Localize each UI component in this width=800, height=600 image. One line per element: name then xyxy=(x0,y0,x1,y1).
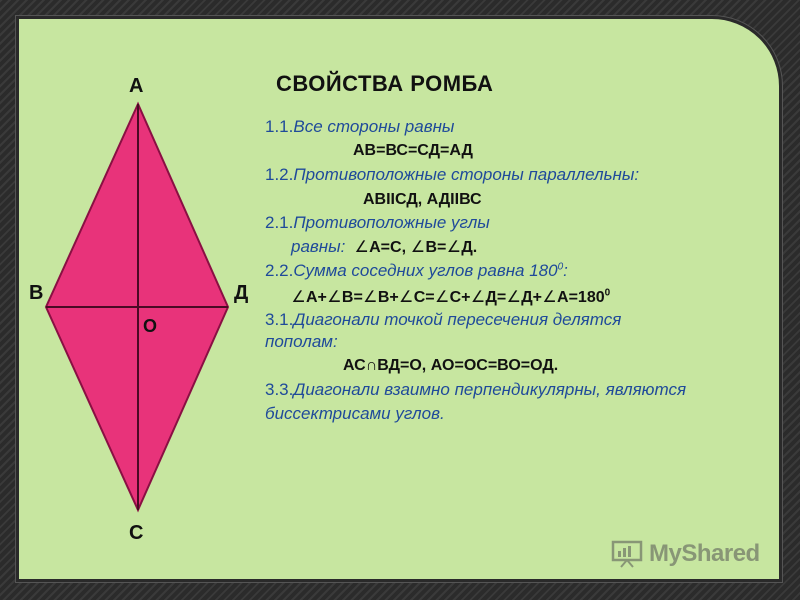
degree-superscript: 0 xyxy=(604,287,611,299)
formula-term: С+ xyxy=(449,289,471,306)
angle-icon: ∠ xyxy=(399,289,414,306)
angle-icon: ∠ xyxy=(354,239,369,256)
angle-icon: ∠ xyxy=(446,239,462,256)
property-1-1 xyxy=(265,117,454,137)
degree-superscript: 0 xyxy=(557,261,564,273)
property-text: Противоположные стороны параллельны: xyxy=(293,165,640,184)
property-2-2 xyxy=(265,261,568,281)
angle-icon: ∠ xyxy=(470,289,486,306)
angle-icon: ∠ xyxy=(410,239,426,256)
vertex-c-label: С xyxy=(129,522,144,544)
property-text: Противоположные углы xyxy=(293,213,490,232)
formula-term: В= xyxy=(341,289,363,306)
property-number: 1.1. xyxy=(265,117,294,136)
angle-icon: ∠ xyxy=(434,289,450,306)
angle-icon: ∠ xyxy=(506,289,521,306)
property-text: Все стороны равны xyxy=(293,117,455,136)
property-text: Диагонали точкой пересечения делятся xyxy=(293,310,622,329)
angle-icon: ∠ xyxy=(327,289,342,306)
angle-icon: ∠ xyxy=(291,289,306,306)
formula-term: А+ xyxy=(306,289,327,306)
property-1-2 xyxy=(265,165,639,185)
formula-term: В+ xyxy=(377,289,399,306)
property-number: 3.1. xyxy=(265,310,294,329)
property-number: 1.2. xyxy=(265,165,294,184)
formula-term: Д. xyxy=(461,239,478,256)
angle-icon: ∠ xyxy=(542,289,557,306)
myshared-logo xyxy=(611,540,760,568)
formula-1-1: АВ=ВС=СД=АД xyxy=(353,142,473,159)
property-2-1 xyxy=(265,213,490,233)
formula-2-1 xyxy=(354,239,477,256)
formula-term: А=180 xyxy=(557,289,605,306)
vertex-b-label: В xyxy=(29,282,44,304)
formula-term: Д= xyxy=(485,289,507,306)
formula-term: В= xyxy=(425,239,447,256)
property-text: пополам: xyxy=(265,332,338,351)
formula-term: Д+ xyxy=(521,289,543,306)
slide xyxy=(16,16,782,582)
slide-title: СВОЙСТВА РОМБА xyxy=(276,71,494,96)
formula-term: А= xyxy=(369,239,391,256)
property-3-1 xyxy=(265,310,621,330)
formula-2-2 xyxy=(291,287,610,307)
property-number: 2.1. xyxy=(265,213,294,232)
property-colon: : xyxy=(563,261,568,280)
formula-1-2: АВIIСД, АДIIВС xyxy=(363,191,482,208)
property-number: 2.2. xyxy=(265,261,294,280)
vertex-d-label: Д xyxy=(234,282,249,304)
vertex-a-label: А xyxy=(129,75,144,97)
logo-text: MyShared xyxy=(649,540,760,567)
center-o-label: О xyxy=(143,316,158,336)
property-text: Сумма соседних углов равна 180 xyxy=(293,261,558,280)
presentation-board-icon xyxy=(611,540,643,568)
formula-term: С, xyxy=(390,239,407,256)
property-2-1-line2 xyxy=(291,237,477,257)
angle-icon: ∠ xyxy=(363,289,378,306)
property-3-3 xyxy=(265,380,686,400)
property-text: биссектрисами углов. xyxy=(265,404,445,423)
property-3-3-line2 xyxy=(265,404,445,424)
property-text: Диагонали взаимно перпендикулярны, являются xyxy=(293,380,687,399)
property-number: 3.3. xyxy=(265,380,294,399)
property-text: равны: xyxy=(291,237,346,256)
property-3-1-line2 xyxy=(265,332,338,352)
formula-3-1: АС∩ВД=О, АО=ОС=ВО=ОД. xyxy=(343,357,559,374)
formula-term: С= xyxy=(413,289,435,306)
